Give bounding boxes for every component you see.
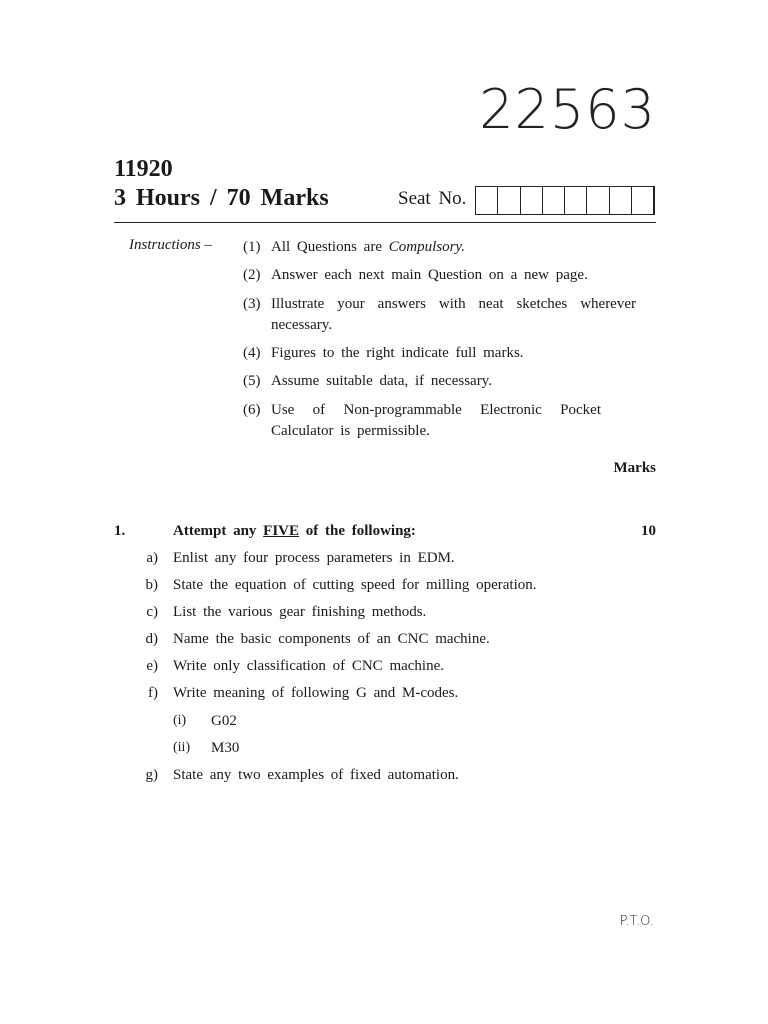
seat-number-box bbox=[498, 187, 520, 214]
subquestion-text: Name the basic components of an CNC machine. bbox=[173, 631, 490, 647]
question-number: 1. bbox=[114, 523, 126, 539]
pto-label: P.T.O. bbox=[619, 914, 654, 929]
subquestion-text: Write only classification of CNC machine. bbox=[173, 658, 444, 674]
seat-number-box bbox=[543, 187, 565, 214]
subquestion-text: Enlist any four process parameters in EDM. bbox=[173, 550, 455, 566]
question-title-end: of the following: bbox=[299, 523, 416, 539]
code-value: M30 bbox=[211, 740, 240, 756]
instructions-label: Instructions – bbox=[129, 237, 212, 253]
seat-number-box bbox=[610, 187, 632, 214]
seat-number-boxes bbox=[475, 186, 655, 215]
duration-marks: 3 Hours / 70 Marks bbox=[114, 185, 329, 211]
instruction-text: Figures to the right indicate full marks. bbox=[271, 345, 524, 361]
instruction-text: All Questions are bbox=[271, 239, 389, 255]
question-marks: 10 bbox=[641, 523, 656, 539]
subquestion-letter: g) bbox=[145, 767, 158, 783]
seat-number-box bbox=[476, 187, 498, 214]
subquestion-letter: c) bbox=[146, 604, 158, 620]
seat-number-box bbox=[587, 187, 609, 214]
marks-heading: Marks bbox=[613, 460, 656, 476]
instruction-text: Use of Non-programmable Electronic Pocket Calculator is permissible. bbox=[271, 402, 601, 439]
code-value: G02 bbox=[211, 713, 237, 729]
code-label: (ii) bbox=[173, 740, 191, 755]
subquestion-letter: f) bbox=[148, 685, 158, 701]
instruction-number: (2) bbox=[243, 267, 261, 283]
seat-number-box bbox=[521, 187, 543, 214]
subquestion-text: Write meaning of following G and M-codes. bbox=[173, 685, 459, 701]
instruction-number: (3) bbox=[243, 296, 261, 312]
subquestion-text: List the various gear finishing methods. bbox=[173, 604, 427, 620]
subquestion-text: State any two examples of fixed automation. bbox=[173, 767, 459, 783]
subquestion-letter: b) bbox=[145, 577, 158, 593]
subquestion-text: State the equation of cutting speed for milling operation. bbox=[173, 577, 537, 593]
subquestion-letter: e) bbox=[146, 658, 158, 674]
code-label: (i) bbox=[173, 713, 187, 728]
instruction-number: (5) bbox=[243, 373, 261, 389]
instruction-number: (1) bbox=[243, 239, 261, 255]
question-title-emphasis: FIVE bbox=[263, 523, 299, 539]
subquestion-letter: a) bbox=[146, 550, 158, 566]
question-title bbox=[173, 523, 416, 540]
seat-number-label: Seat No. bbox=[398, 188, 467, 209]
subquestion-letter: d) bbox=[145, 631, 158, 647]
instruction-number: (4) bbox=[243, 345, 261, 361]
subject-code: 11920 bbox=[114, 156, 173, 182]
question-title-start: Attempt any bbox=[173, 523, 264, 539]
seat-number-box bbox=[632, 187, 653, 214]
instruction-text: Illustrate your answers with neat sketches wherever necessary. bbox=[271, 296, 636, 333]
instruction-number: (6) bbox=[243, 402, 261, 418]
instruction-emphasis: Compulsory. bbox=[388, 239, 465, 255]
paper-code: 22563 bbox=[479, 78, 656, 141]
instruction-text: Assume suitable data, if necessary. bbox=[271, 373, 492, 389]
seat-number-box bbox=[565, 187, 587, 214]
header-divider bbox=[114, 222, 656, 223]
instruction-text: Answer each next main Question on a new page. bbox=[271, 267, 588, 283]
